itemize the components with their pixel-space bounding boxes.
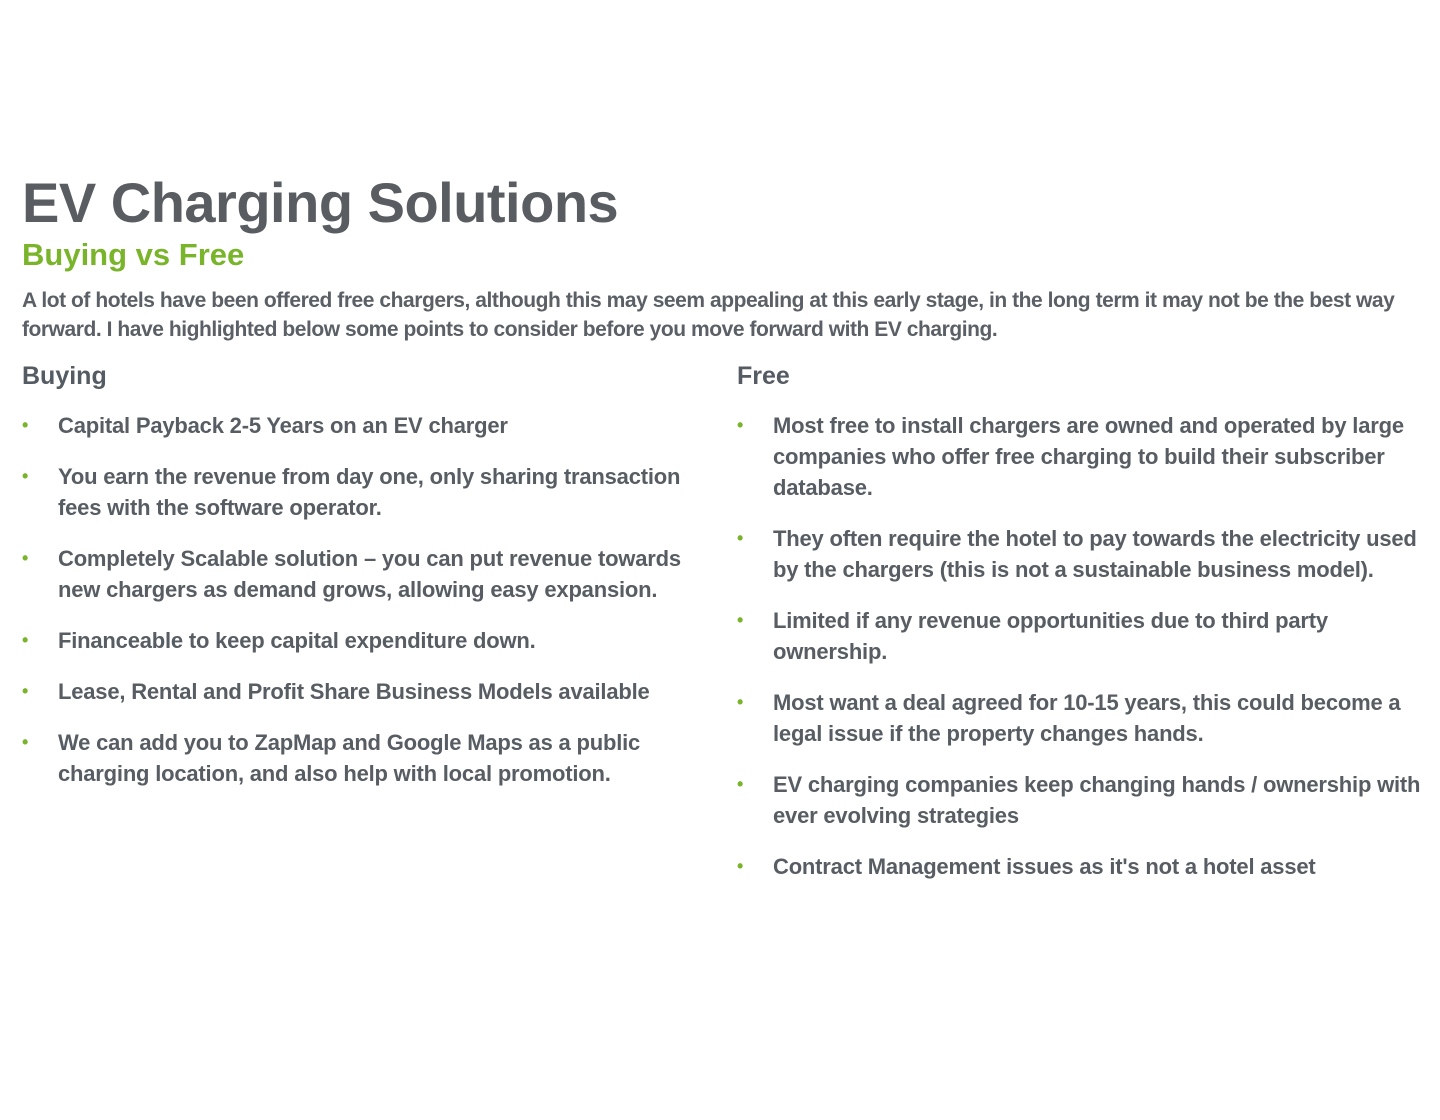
buying-column: [22, 360, 712, 809]
free-item-text: Most free to install chargers are owned and operated by large companies who offer free charging to build their subscriber database.: [773, 413, 1404, 500]
buying-item: [22, 543, 712, 605]
bullet-dot-icon: •: [737, 774, 744, 794]
buying-item: [22, 676, 712, 707]
buying-item: [22, 461, 712, 523]
free-item: [737, 851, 1437, 882]
free-item-text: Limited if any revenue opportunities due to third party ownership.: [773, 608, 1328, 664]
buying-item: [22, 410, 712, 441]
bullet-dot-icon: •: [22, 415, 29, 435]
buying-item-text: You earn the revenue from day one, only sharing transaction fees with the software operator.: [58, 464, 681, 520]
bullet-dot-icon: •: [22, 630, 29, 650]
free-heading: Free: [737, 362, 790, 390]
free-list: [737, 410, 1437, 882]
buying-item-text: Completely Scalable solution – you can put revenue towards new chargers as demand grows, allowing easy expansion.: [58, 546, 681, 602]
free-item-text: Most want a deal agreed for 10-15 years, this could become a legal issue if the property changes hands.: [773, 690, 1401, 746]
bullet-dot-icon: •: [22, 548, 29, 568]
buying-item: [22, 727, 712, 789]
free-item-text: They often require the hotel to pay towards the electricity used by the chargers (this is not a sustainable business model).: [773, 526, 1417, 582]
page-title: EV Charging Solutions: [22, 171, 619, 234]
bullet-dot-icon: •: [737, 528, 744, 548]
slide: [22, 170, 1430, 920]
intro-paragraph: A lot of hotels have been offered free chargers, although this may seem appealing at this early stage, in the long term it may not be the best way forward. I have highlighted below some points to consider before you move forward with EV charging.: [22, 289, 1395, 341]
bullet-dot-icon: •: [737, 610, 744, 630]
buying-list: [22, 410, 712, 789]
buying-item-text: Capital Payback 2-5 Years on an EV charger: [58, 413, 508, 438]
page-subtitle: Buying vs Free: [22, 237, 245, 272]
free-item: [737, 523, 1437, 585]
buying-item-text: We can add you to ZapMap and Google Maps as a public charging location, and also help with local promotion.: [58, 730, 641, 786]
free-item-text: EV charging companies keep changing hands / ownership with ever evolving strategies: [773, 772, 1421, 828]
comparison-columns: [22, 360, 1430, 920]
buying-item-text: Financeable to keep capital expenditure down.: [58, 628, 536, 653]
free-item: [737, 605, 1437, 667]
bullet-dot-icon: •: [22, 466, 29, 486]
bullet-dot-icon: •: [737, 415, 744, 435]
free-column: [737, 360, 1437, 902]
free-item: [737, 410, 1437, 503]
buying-item: [22, 625, 712, 656]
bullet-dot-icon: •: [22, 681, 29, 701]
buying-item-text: Lease, Rental and Profit Share Business Models available: [58, 679, 650, 704]
bullet-dot-icon: •: [737, 692, 744, 712]
bullet-dot-icon: •: [737, 856, 744, 876]
free-item-text: Contract Management issues as it's not a hotel asset: [773, 854, 1316, 879]
free-item: [737, 687, 1437, 749]
buying-heading: Buying: [22, 362, 107, 390]
free-item: [737, 769, 1437, 831]
bullet-dot-icon: •: [22, 732, 29, 752]
